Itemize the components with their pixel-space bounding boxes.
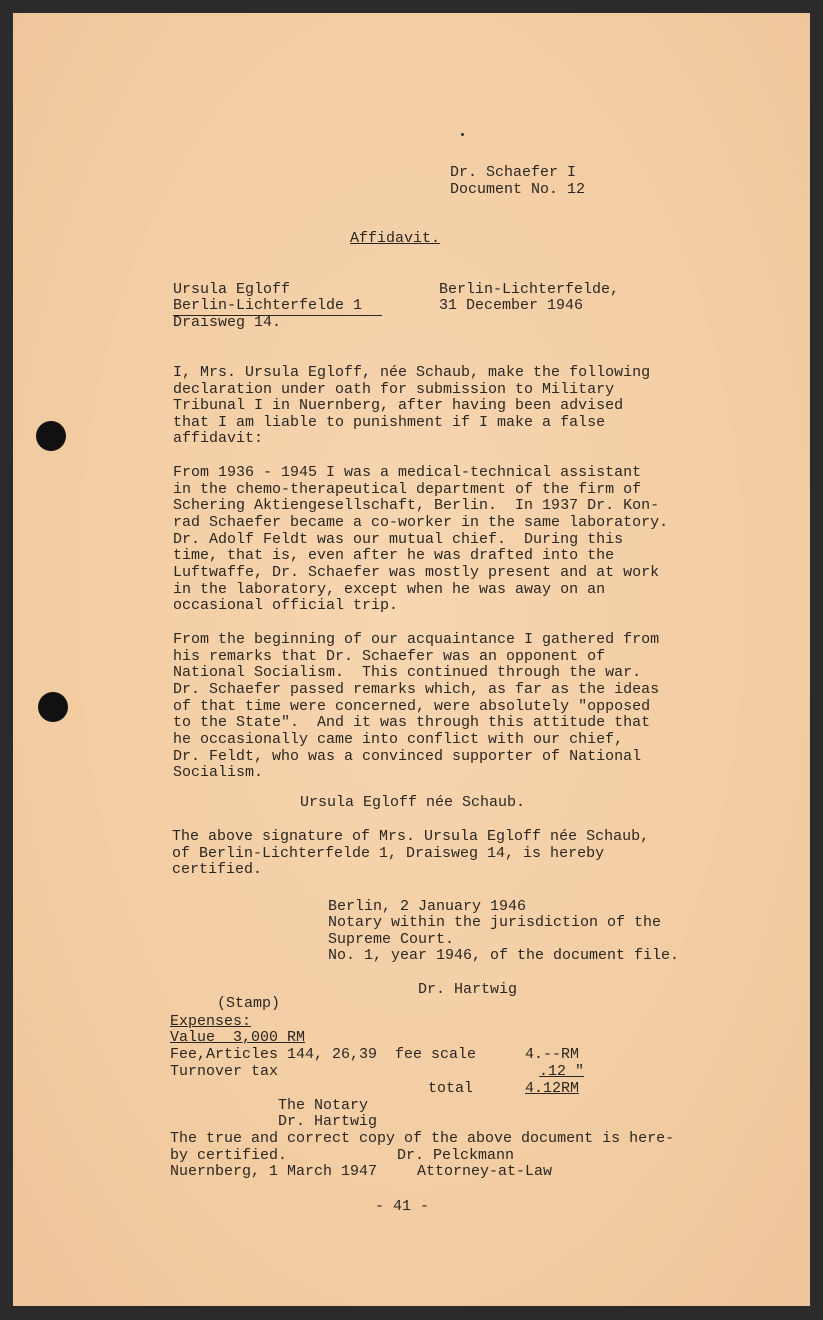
- notary-block-line-3: Supreme Court.: [328, 931, 455, 948]
- notary-block-line-4: No. 1, year 1946, of the document file.: [328, 947, 680, 964]
- paper-mark: [461, 133, 464, 136]
- copy-cert-title: Attorney-at-Law: [417, 1163, 553, 1180]
- document-title: Affidavit.: [350, 230, 441, 247]
- intro-line-3: Tribunal I in Nuernberg, after having been advised: [173, 397, 624, 414]
- intro-line-2: declaration under oath for submission to Military: [173, 381, 615, 398]
- sender-name: Ursula Egloff: [173, 281, 291, 298]
- expenses-fee-amount: 4.--RM: [525, 1046, 580, 1063]
- notary-block-line-2: Notary within the jurisdiction of the: [328, 914, 662, 931]
- page-number: - 41 -: [375, 1198, 430, 1215]
- signature: Ursula Egloff née Schaub.: [300, 794, 526, 811]
- notary-block-line-1: Berlin, 2 January 1946: [328, 898, 527, 915]
- expenses-value: Value 3,000 RM: [170, 1029, 306, 1046]
- expenses-total-label: total: [428, 1080, 474, 1097]
- paragraph2-line-1: From the beginning of our acquaintance I gathered from: [173, 631, 660, 648]
- paragraph1-line-9: occasional official trip.: [173, 597, 399, 614]
- paragraph2-line-8: Dr. Feldt, who was a convinced supporter of National: [173, 748, 642, 765]
- expenses-tax-label: Turnover tax: [170, 1063, 279, 1080]
- paragraph1-line-1: From 1936 - 1945 I was a medical-technical assistant: [173, 464, 642, 481]
- copy-cert-line-1: The true and correct copy of the above document is here-: [170, 1130, 675, 1147]
- paragraph1-line-3: Schering Aktiengesellschaft, Berlin. In 1937 Dr. Kon-: [173, 497, 660, 514]
- paragraph1-line-2: in the chemo-therapeutical department of the firm of: [173, 481, 642, 498]
- date: 31 December 1946: [439, 297, 584, 314]
- sender-address-1: Berlin-Lichterfelde 1: [173, 297, 363, 314]
- header-line-1: Dr. Schaefer I: [450, 164, 577, 181]
- paragraph2-line-2: his remarks that Dr. Schaefer was an opponent of: [173, 648, 606, 665]
- paragraph2-line-3: National Socialism. This continued through the war.: [173, 664, 642, 681]
- certification-line-3: certified.: [172, 861, 263, 878]
- paragraph2-line-9: Socialism.: [173, 764, 264, 781]
- expenses-fee-label: Fee,Articles 144, 26,39 fee scale: [170, 1046, 477, 1063]
- paragraph1-line-6: time, that is, even after he was drafted into the: [173, 547, 615, 564]
- paragraph1-line-7: Luftwaffe, Dr. Schaefer was mostly present and at work: [173, 564, 660, 581]
- copy-cert-signer: Dr. Pelckmann: [397, 1147, 515, 1164]
- stamp-label: (Stamp): [217, 995, 281, 1012]
- copy-cert-line-3: Nuernberg, 1 March 1947: [170, 1163, 378, 1180]
- intro-line-5: affidavit:: [173, 430, 264, 447]
- place: Berlin-Lichterfelde,: [439, 281, 620, 298]
- paragraph1-line-5: Dr. Adolf Feldt was our mutual chief. During this: [173, 531, 624, 548]
- document-page: [13, 13, 810, 1306]
- notary-name: Dr. Hartwig: [418, 981, 518, 998]
- expenses-tax-amount: .12 ": [539, 1063, 585, 1080]
- expenses-label: Expenses:: [170, 1013, 252, 1030]
- certification-line-2: of Berlin-Lichterfelde 1, Draisweg 14, is hereby: [172, 845, 605, 862]
- punch-hole-top: [36, 421, 66, 451]
- certification-line-1: The above signature of Mrs. Ursula Egloff née Schaub,: [172, 828, 650, 845]
- notary-sign-line-1: The Notary: [278, 1097, 369, 1114]
- paragraph1-line-4: rad Schaefer became a co-worker in the same laboratory.: [173, 514, 669, 531]
- header-line-2: Document No. 12: [450, 181, 586, 198]
- paragraph2-line-4: Dr. Schaefer passed remarks which, as far as the ideas: [173, 681, 660, 698]
- paragraph1-line-8: in the laboratory, except when he was away on an: [173, 581, 606, 598]
- notary-sign-line-2: Dr. Hartwig: [278, 1113, 378, 1130]
- paragraph2-line-7: he occasionally came into conflict with our chief,: [173, 731, 624, 748]
- intro-line-4: that I am liable to punishment if I make a false: [173, 414, 606, 431]
- paragraph2-line-6: to the State". And it was through this attitude that: [173, 714, 651, 731]
- copy-cert-line-2: by certified.: [170, 1147, 288, 1164]
- intro-line-1: I, Mrs. Ursula Egloff, née Schaub, make the following: [173, 364, 651, 381]
- paragraph2-line-5: of that time were concerned, were absolutely "opposed: [173, 698, 651, 715]
- punch-hole-bottom: [38, 692, 68, 722]
- expenses-total-amount: 4.12RM: [525, 1080, 580, 1097]
- sender-address-2: Draisweg 14.: [173, 314, 282, 331]
